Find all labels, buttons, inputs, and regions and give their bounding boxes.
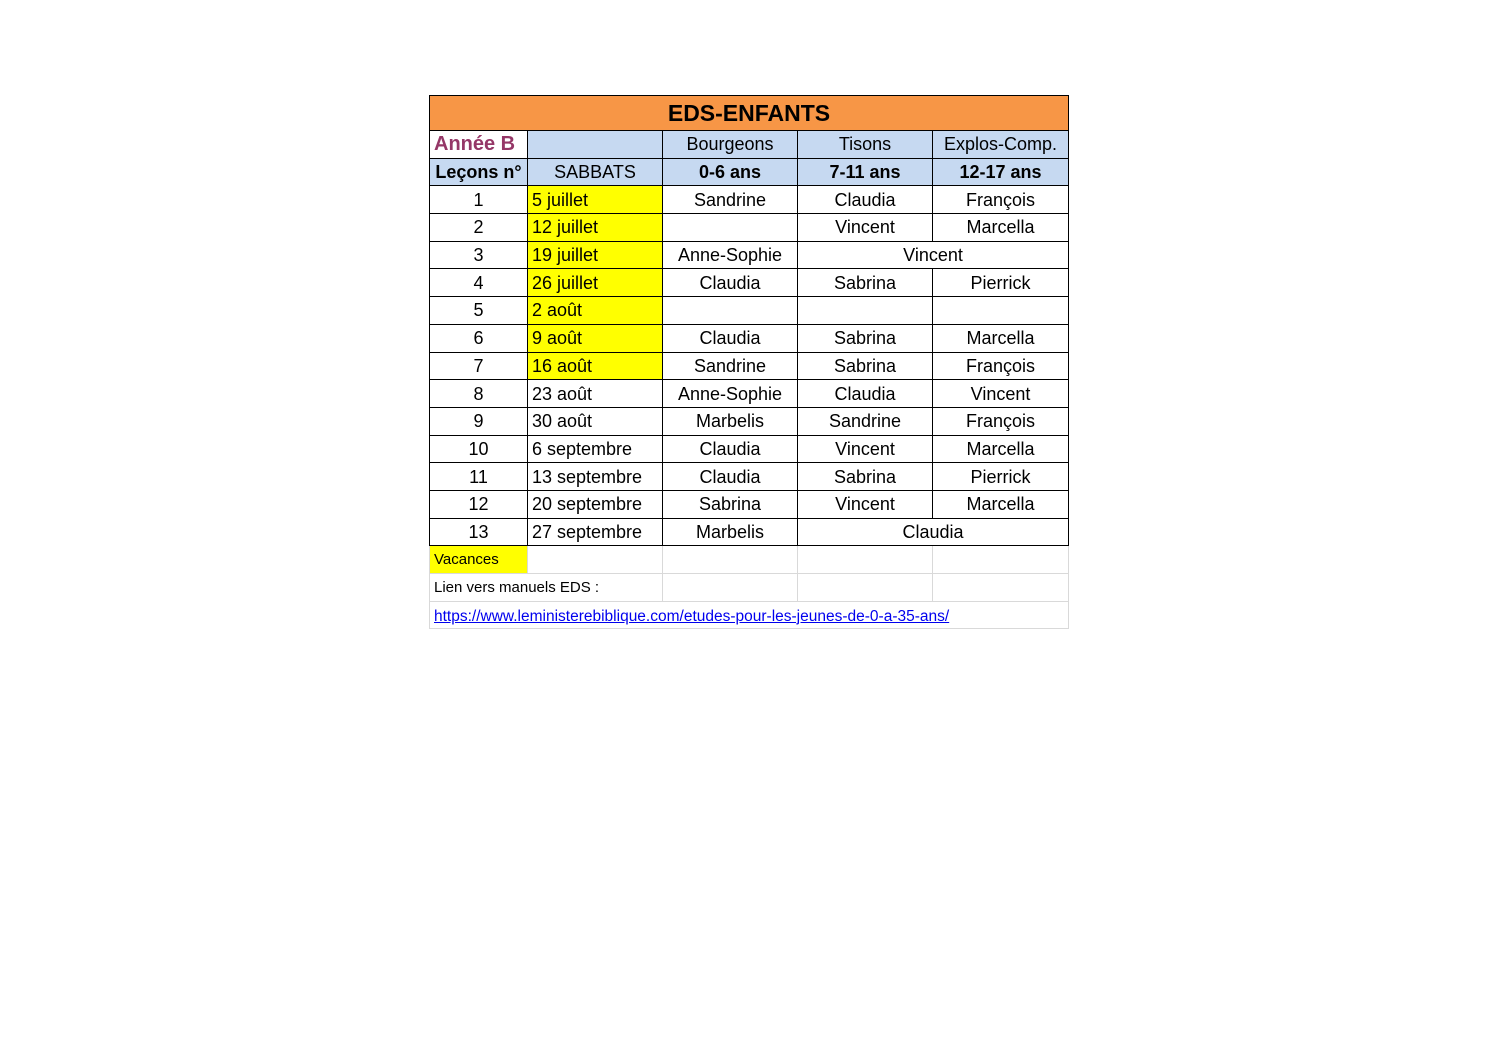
- empty-cell: [933, 546, 1069, 574]
- tisons-cell: Claudia: [798, 186, 933, 214]
- lesson-number: 13: [430, 518, 528, 546]
- bourgeons-cell: [663, 297, 798, 325]
- legend-row-lien: [430, 574, 1069, 602]
- sabbat-date: 23 août: [528, 380, 663, 408]
- lesson-number: 11: [430, 463, 528, 491]
- lesson-number: 1: [430, 186, 528, 214]
- tisons-cell: Sabrina: [798, 463, 933, 491]
- explos-cell: François: [933, 407, 1069, 435]
- table-row: [430, 518, 1069, 546]
- table-row: [430, 186, 1069, 214]
- sabbat-date: 13 septembre: [528, 463, 663, 491]
- bourgeons-cell: Anne-Sophie: [663, 380, 798, 408]
- bourgeons-cell: Sabrina: [663, 490, 798, 518]
- table-row: [430, 241, 1069, 269]
- tisons-explos-merged-cell: Vincent: [798, 241, 1069, 269]
- table-row: [430, 463, 1069, 491]
- sabbats-header: SABBATS: [528, 158, 663, 186]
- bourgeons-cell: Marbelis: [663, 407, 798, 435]
- lesson-number: 7: [430, 352, 528, 380]
- age-header-row: [430, 158, 1069, 186]
- schedule-table: [429, 95, 1069, 629]
- sabbat-date: 26 juillet: [528, 269, 663, 297]
- sabbat-date: 19 juillet: [528, 241, 663, 269]
- sabbat-date: 2 août: [528, 297, 663, 325]
- tisons-cell: Vincent: [798, 435, 933, 463]
- tisons-cell: Vincent: [798, 490, 933, 518]
- legend-row-vacances: [430, 546, 1069, 574]
- tisons-cell: Sabrina: [798, 324, 933, 352]
- explos-cell: Marcella: [933, 490, 1069, 518]
- explos-cell: Marcella: [933, 324, 1069, 352]
- tisons-cell: Sabrina: [798, 269, 933, 297]
- lesson-number: 8: [430, 380, 528, 408]
- empty-cell: [933, 574, 1069, 602]
- empty-cell: [798, 546, 933, 574]
- tisons-cell: Claudia: [798, 380, 933, 408]
- age-header-0-6: 0-6 ans: [663, 158, 798, 186]
- table-row: [430, 490, 1069, 518]
- sabbat-date: 6 septembre: [528, 435, 663, 463]
- table-row: [430, 269, 1069, 297]
- empty-cell: [663, 574, 798, 602]
- tisons-explos-merged-cell: Claudia: [798, 518, 1069, 546]
- url-cell: [430, 601, 1069, 629]
- empty-cell: [663, 546, 798, 574]
- table-row: [430, 407, 1069, 435]
- group-header-row: [430, 131, 1069, 159]
- manuels-link[interactable]: https://www.leministerebiblique.com/etudes-pour-les-jeunes-de-0-a-35-ans/: [434, 607, 950, 625]
- explos-cell: Marcella: [933, 214, 1069, 242]
- explos-cell: François: [933, 186, 1069, 214]
- bourgeons-cell: Anne-Sophie: [663, 241, 798, 269]
- bourgeons-cell: Claudia: [663, 435, 798, 463]
- group-header-explos: Explos-Comp.: [933, 131, 1069, 159]
- bourgeons-cell: Claudia: [663, 269, 798, 297]
- explos-cell: Vincent: [933, 380, 1069, 408]
- sabbat-date: 27 septembre: [528, 518, 663, 546]
- empty-cell: [528, 546, 663, 574]
- lesson-number: 10: [430, 435, 528, 463]
- tisons-cell: Vincent: [798, 214, 933, 242]
- sabbat-date: 30 août: [528, 407, 663, 435]
- sabbat-date: 5 juillet: [528, 186, 663, 214]
- table-row: [430, 297, 1069, 325]
- bourgeons-cell: Sandrine: [663, 352, 798, 380]
- lesson-number: 4: [430, 269, 528, 297]
- table-row: [430, 352, 1069, 380]
- explos-cell: Pierrick: [933, 463, 1069, 491]
- sabbats-header-blank: [528, 131, 663, 159]
- table-row: [430, 435, 1069, 463]
- lesson-number: 6: [430, 324, 528, 352]
- sabbat-date: 16 août: [528, 352, 663, 380]
- table-row: [430, 214, 1069, 242]
- vacances-legend: Vacances: [430, 546, 528, 574]
- group-header-tisons: Tisons: [798, 131, 933, 159]
- tisons-cell: Sabrina: [798, 352, 933, 380]
- lesson-number: 9: [430, 407, 528, 435]
- sheet-title: EDS-ENFANTS: [430, 96, 1069, 131]
- age-header-7-11: 7-11 ans: [798, 158, 933, 186]
- lesson-number: 12: [430, 490, 528, 518]
- age-header-12-17: 12-17 ans: [933, 158, 1069, 186]
- lecons-header: Leçons n°: [430, 158, 528, 186]
- tisons-cell: [798, 297, 933, 325]
- sabbat-date: 9 août: [528, 324, 663, 352]
- bourgeons-cell: Sandrine: [663, 186, 798, 214]
- bourgeons-cell: Marbelis: [663, 518, 798, 546]
- table-row: [430, 324, 1069, 352]
- title-row: [430, 96, 1069, 131]
- group-header-bourgeons: Bourgeons: [663, 131, 798, 159]
- sabbat-date: 20 septembre: [528, 490, 663, 518]
- empty-cell: [798, 574, 933, 602]
- explos-cell: François: [933, 352, 1069, 380]
- lesson-number: 3: [430, 241, 528, 269]
- annee-label: Année B: [430, 131, 528, 159]
- sabbat-date: 12 juillet: [528, 214, 663, 242]
- lesson-number: 2: [430, 214, 528, 242]
- explos-cell: [933, 297, 1069, 325]
- bourgeons-cell: Claudia: [663, 324, 798, 352]
- lien-label: Lien vers manuels EDS :: [430, 574, 663, 602]
- lesson-number: 5: [430, 297, 528, 325]
- legend-row-url: [430, 601, 1069, 629]
- bourgeons-cell: Claudia: [663, 463, 798, 491]
- bourgeons-cell: [663, 214, 798, 242]
- tisons-cell: Sandrine: [798, 407, 933, 435]
- table-row: [430, 380, 1069, 408]
- explos-cell: Marcella: [933, 435, 1069, 463]
- explos-cell: Pierrick: [933, 269, 1069, 297]
